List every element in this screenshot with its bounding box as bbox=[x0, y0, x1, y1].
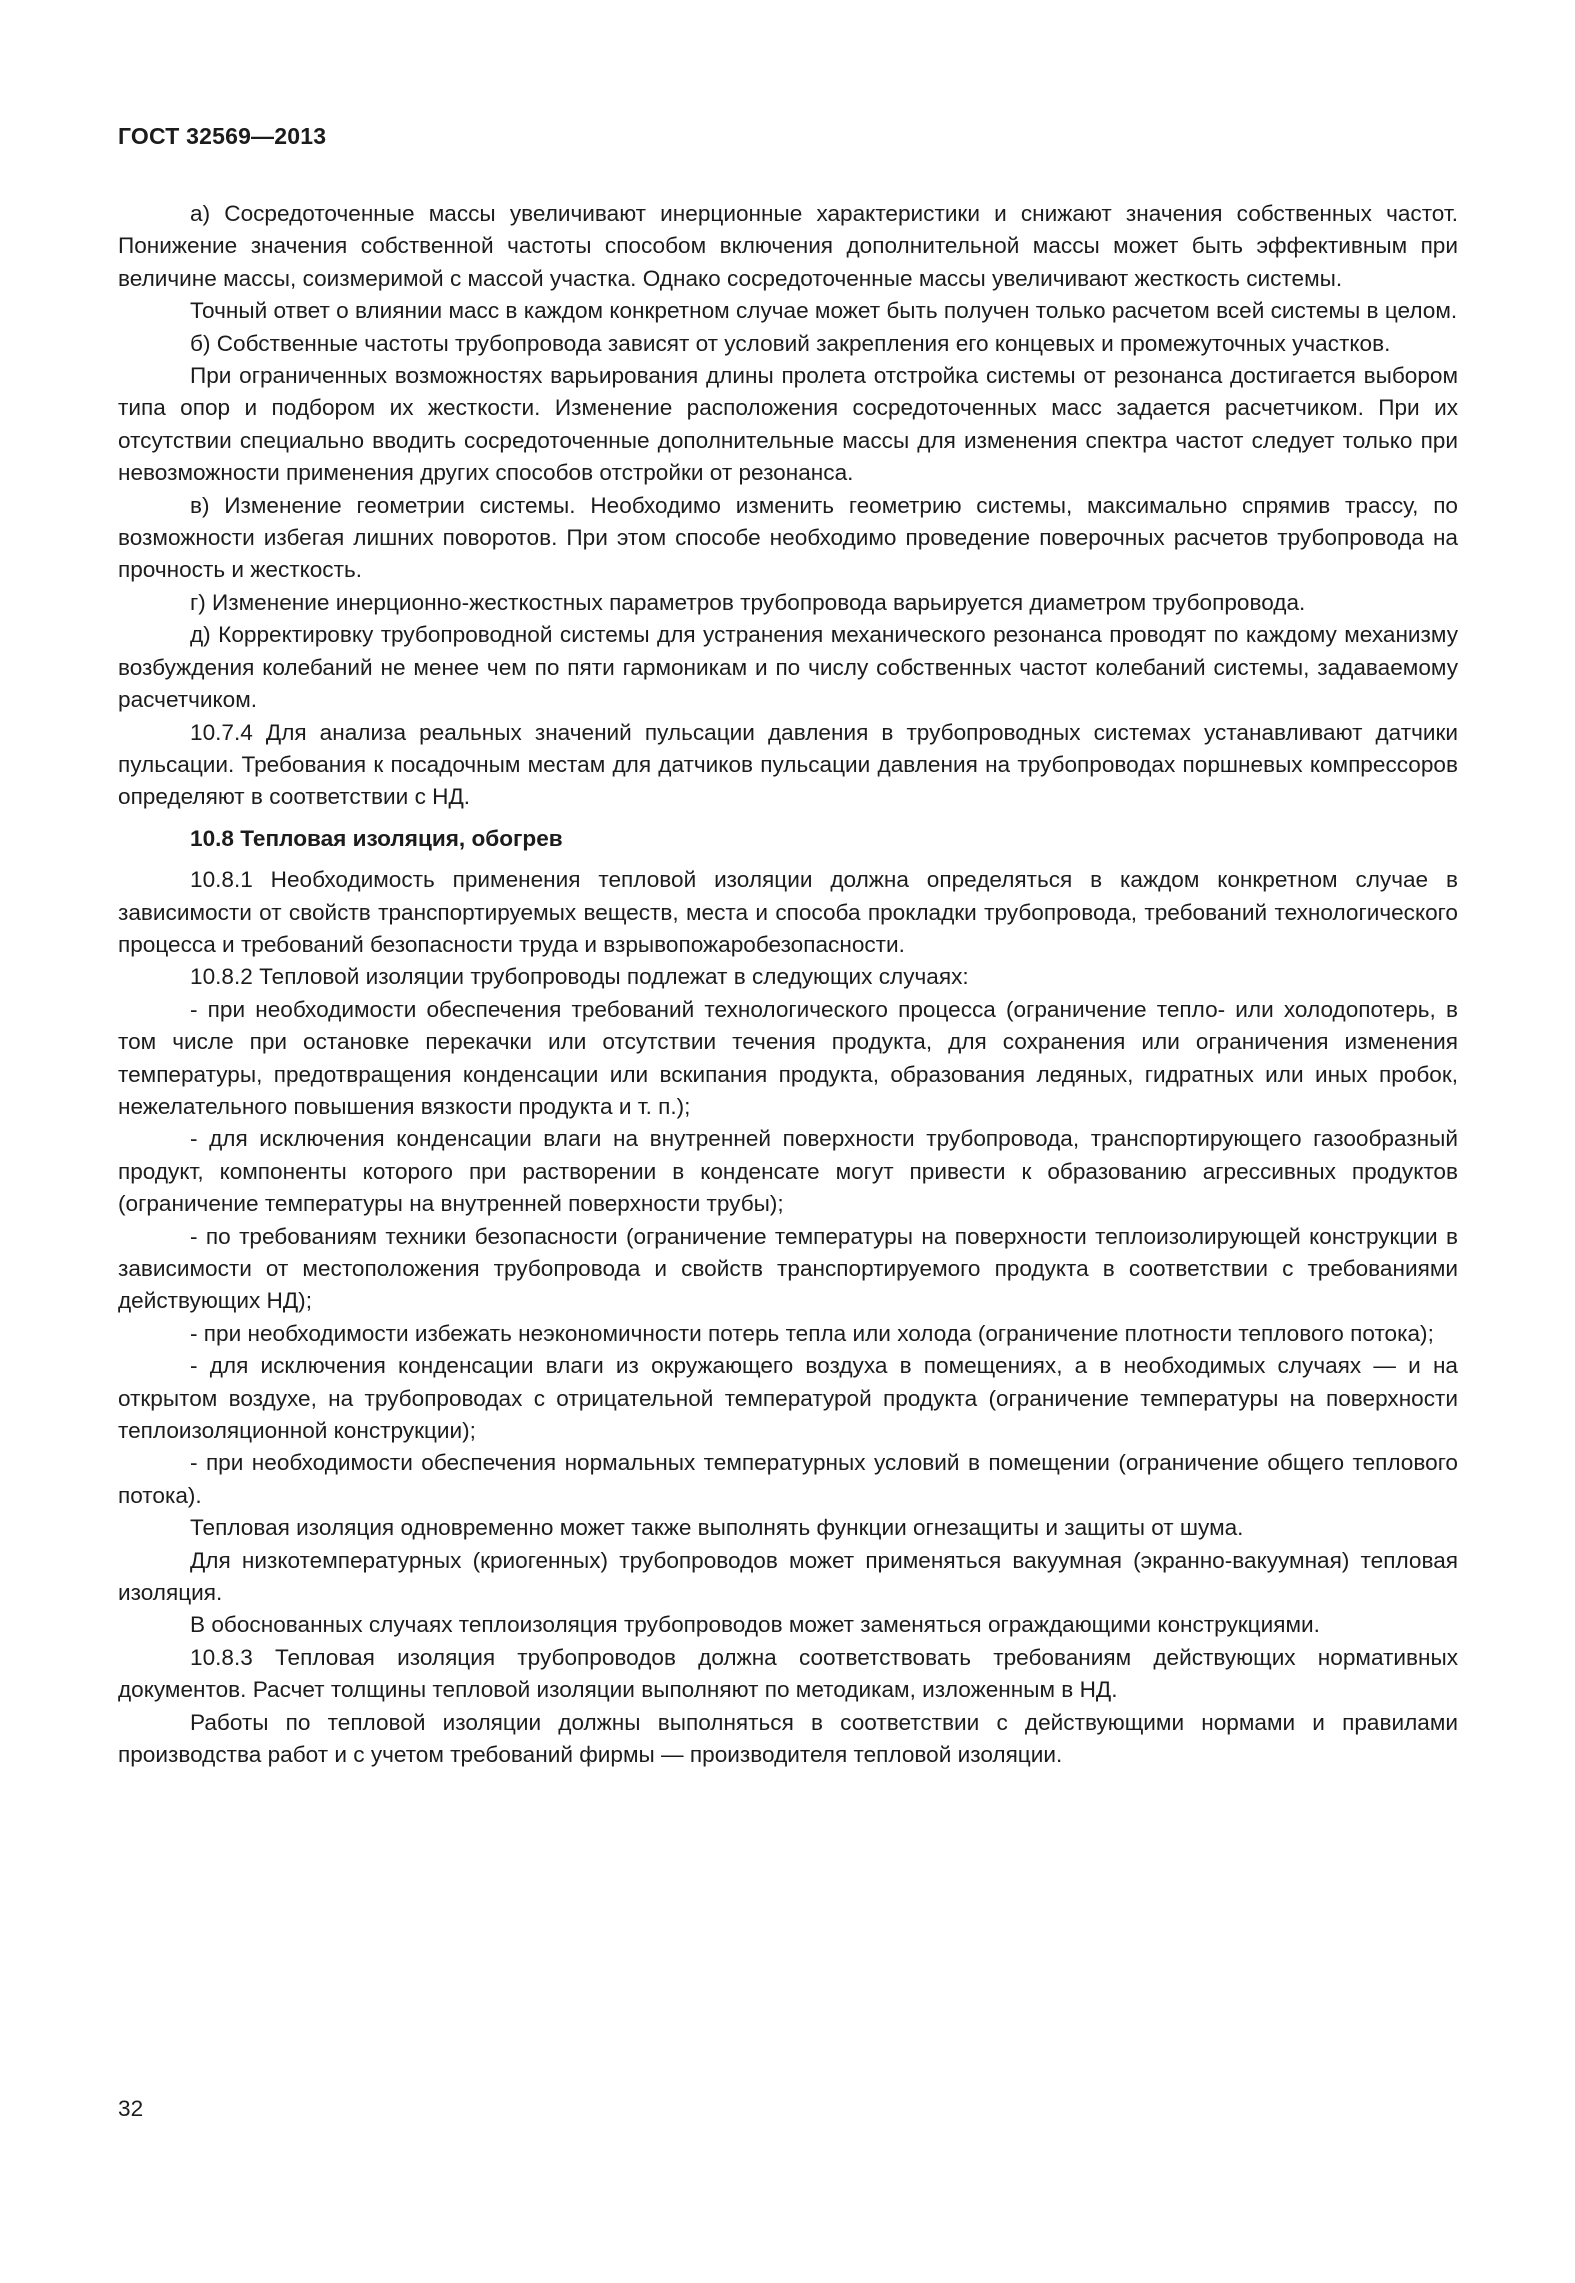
list-item: - по требованиям техники безопасности (ограничение температуры на поверхности теплоизолирующей конструкции в зависимости от местоположения трубопровода и свойств транспортируемого продукта в соответствии с требованиями действующих НД); bbox=[118, 1223, 1458, 1314]
section-heading: 10.8 Тепловая изоляция, обогрев bbox=[190, 825, 563, 851]
list-item: - для исключения конденсации влаги на внутренней поверхности трубопровода, транспортирующего газообразный продукт, компоненты которого при растворении в конденсате могут привести к образованию агрессивных продуктов (ограничение температуры на внутренней поверхности трубы); bbox=[118, 1126, 1458, 1217]
paragraph: Тепловая изоляция одновременно может также выполнять функции огнезащиты и защиты от шума. bbox=[190, 1515, 1244, 1541]
list-item: - при необходимости обеспечения требований технологического процесса (ограничение тепло- или холодопотерь, в том числе при остановке перекачки или отсутствии течения продукта, для сохранения или ограничения изменения температуры, предотвращения конденсации или вскипания продукта, образования ледяных, гидратных или иных пробок, нежелательного повышения вязкости продукта и т. п.); bbox=[118, 996, 1458, 1119]
paragraph: б) Собственные частоты трубопровода зависят от условий закрепления его концевых и промежуточных участков. bbox=[190, 330, 1391, 356]
paragraph: а) Сосредоточенные массы увеличивают инерционные характеристики и снижают значения собственных частот. Понижение значения собственной частоты способом включения дополнительной массы может быть эффективным при величине массы, соизмеримой с массой участка. Однако сосредоточенные массы увеличивают жесткость системы. bbox=[118, 201, 1458, 291]
paragraph: в) Изменение геометрии системы. Необходимо изменить геометрию системы, максимально спрямив трассу, по возможности избегая лишних поворотов. При этом способе необходимо проведение поверочных расчетов трубопровода на прочность и жесткость. bbox=[118, 492, 1458, 583]
paragraph: В обоснованных случаях теплоизоляция трубопроводов может заменяться ограждающими конструкциями. bbox=[190, 1612, 1320, 1638]
document-header: ГОСТ 32569—2013 bbox=[118, 123, 327, 149]
paragraph: Для низкотемпературных (криогенных) трубопроводов может применяться вакуумная (экранно-вакуумная) тепловая изоляция. bbox=[118, 1547, 1458, 1606]
paragraph: При ограниченных возможностях варьирования длины пролета отстройка системы от резонанса достигается выбором типа опор и подбором их жесткости. Изменение расположения сосредоточенных масс задается расчетчиком. При их отсутствии специально вводить сосредоточенные дополнительные массы для изменения спектра частот следует только при невозможности применения других способов отстройки от резонанса. bbox=[118, 363, 1458, 486]
paragraph: 10.8.3 Тепловая изоляция трубопроводов должна соответствовать требованиям действующих нормативных документов. Расчет толщины тепловой изоляции выполняют по методикам, изложенным в НД. bbox=[118, 1644, 1458, 1703]
page-number: 32 bbox=[118, 2096, 144, 2121]
paragraph: Работы по тепловой изоляции должны выполняться в соответствии с действующими нормами и правилами производства работ и с учетом требований фирмы — производителя тепловой изоляции. bbox=[118, 1709, 1458, 1768]
list-item: - для исключения конденсации влаги из окружающего воздуха в помещениях, а в необходимых случаях — и на открытом воздухе, на трубопроводах с отрицательной температурой продукта (ограничение температуры на поверхности теплоизоляционной конструкции); bbox=[118, 1353, 1458, 1444]
paragraph: 10.7.4 Для анализа реальных значений пульсации давления в трубопроводных системах устанавливают датчики пульсации. Требования к посадочным местам для датчиков пульсации давления на трубопроводах поршневых компрессоров определяют в соответствии с НД. bbox=[118, 719, 1458, 810]
paragraph: 10.8.2 Тепловой изоляции трубопроводы подлежат в следующих случаях: bbox=[190, 964, 969, 990]
list-item: - при необходимости избежать неэкономичности потерь тепла или холода (ограничение плотности теплового потока); bbox=[190, 1320, 1434, 1346]
paragraph: 10.8.1 Необходимость применения тепловой изоляции должна определяться в каждом конкретном случае в зависимости от свойств транспортируемых веществ, места и способа прокладки трубопровода, требований технологического процесса и требований безопасности труда и взрывопожаробезопасности. bbox=[118, 867, 1458, 957]
list-item: - при необходимости обеспечения нормальных температурных условий в помещении (ограничение общего теплового потока). bbox=[118, 1450, 1458, 1508]
paragraph: д) Корректировку трубопроводной системы для устранения механического резонанса проводят по каждому механизму возбуждения колебаний не менее чем по пяти гармоникам и по числу собственных частот колебаний системы, задаваемому расчетчиком. bbox=[118, 622, 1458, 713]
paragraph: г) Изменение инерционно-жесткостных параметров трубопровода варьируется диаметром трубопровода. bbox=[190, 589, 1306, 615]
paragraph: Точный ответ о влиянии масс в каждом конкретном случае может быть получен только расчетом всей системы в целом. bbox=[190, 298, 1458, 324]
document-body bbox=[118, 198, 1458, 1772]
